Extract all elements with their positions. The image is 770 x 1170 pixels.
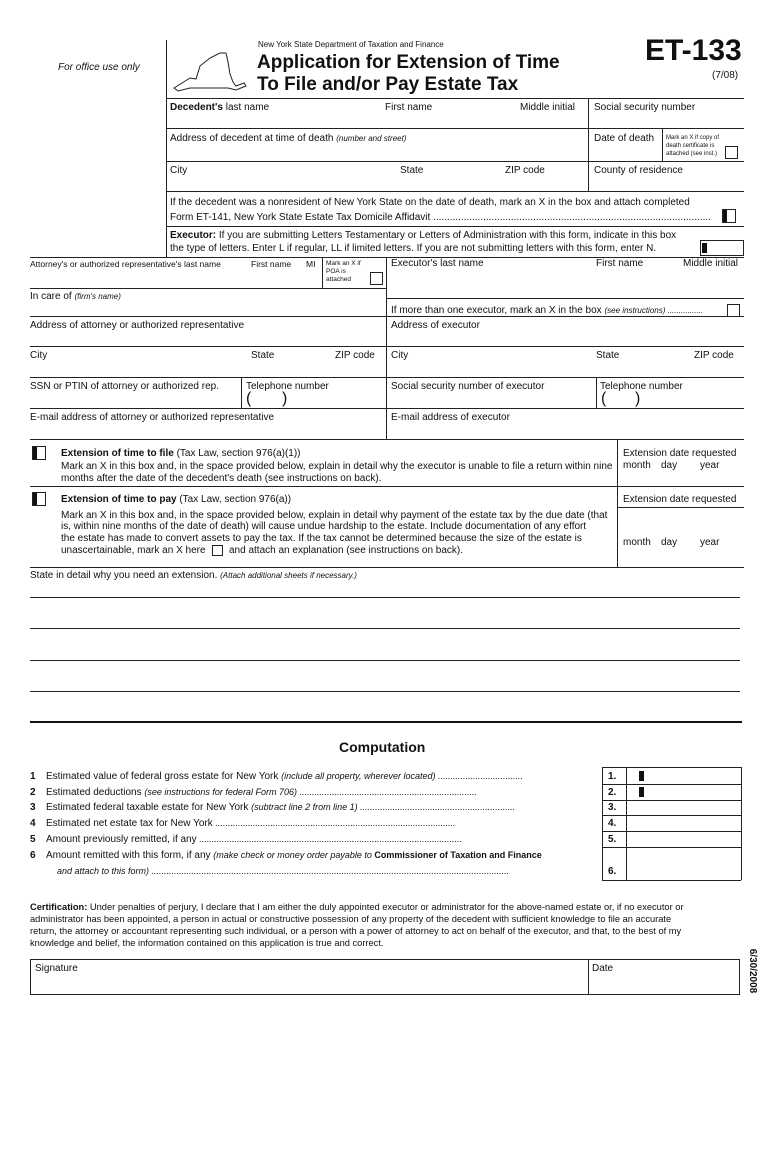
death-cert-checkbox[interactable]	[725, 146, 738, 159]
nonresident-text-line2: Form ET-141, New York State Estate Tax Domicile Affidavit ....................................................................................................	[170, 212, 711, 223]
computation-line-2	[30, 787, 600, 798]
signature-box	[30, 959, 740, 995]
computation-amount-field-6[interactable]	[627, 864, 740, 878]
attorney-email-label: E-mail address of attorney or authorized representative	[30, 412, 275, 423]
computation-amount-field-3[interactable]	[627, 800, 740, 814]
header-divider	[166, 40, 167, 98]
extension-to-file-title: Extension of time to file (Tax Law, section 976(a)(1))	[61, 448, 301, 459]
computation-line-6-continuation: and attach to this form) ...............................................................................................................................................	[57, 866, 510, 876]
executor-phone-close-paren: )	[635, 390, 641, 407]
executor-address-label: Address of executor	[391, 320, 480, 331]
death-cert-note: Mark an X if copy of death certificate is attached (see inst.)	[666, 135, 720, 157]
attorney-last-name-label: Attorney's or authorized representative's last name	[30, 259, 221, 269]
computation-line-text: Estimated deductions	[46, 787, 145, 798]
reason-label: State in detail why you need an extension. (Attach additional sheets if necessary.)	[30, 570, 357, 581]
computation-line-text: Amount remitted with this form, if any	[46, 850, 214, 861]
attorney-state-label: State	[251, 350, 275, 361]
office-use-label: For office use only	[58, 62, 140, 73]
computation-line-hint: (see instructions for federal Form 706) .......................................................................	[144, 787, 477, 797]
executor-first-name-label: First name	[596, 258, 644, 269]
certification-line1: Certification: Under penalties of perjury, I declare that I am either the duly appointed executor or administrator for the above-named estate or, if no executor or	[30, 902, 684, 912]
computation-line-3	[30, 802, 600, 813]
form-number: ET-133	[645, 34, 742, 67]
new-york-state-icon	[170, 48, 248, 96]
certification-line4: knowledge and belief, the information contained on this application is true and correct.	[30, 938, 384, 948]
executor-last-name-label: Executor's last name	[391, 258, 484, 269]
poa-checkbox[interactable]	[370, 272, 383, 285]
attorney-city-label: City	[30, 350, 48, 361]
executor-city-label: City	[391, 350, 409, 361]
extension-to-pay-line3: the estate has made to convert assets to pay the tax. If the tax cannot be determined because the size of the estate is	[61, 533, 582, 544]
nonresident-text-line1: If the decedent was a nonresident of New York State on the date of death, mark an X in the box and attach completed	[170, 197, 690, 208]
computation-line-text: Amount previously remitted, if any	[46, 834, 200, 845]
form-title-line2: To File and/or Pay Estate Tax	[257, 74, 519, 95]
computation-line-number: 6	[30, 850, 36, 861]
more-than-one-executor-label: If more than one executor, mark an X in the box (see instructions) ................	[391, 305, 704, 316]
decedent-last-name-label: Decedent's last name	[170, 102, 270, 113]
field-marker	[639, 771, 644, 781]
decedent-city-label: City	[170, 165, 188, 176]
nonresident-checkbox[interactable]	[722, 209, 736, 223]
computation-amount-field-2[interactable]	[627, 785, 740, 799]
computation-amount-field-4[interactable]	[627, 816, 740, 830]
executor-phone-open-paren: (	[601, 390, 607, 407]
computation-line-text: Estimated value of federal gross estate for New York	[46, 771, 282, 782]
reason-line-2[interactable]	[30, 628, 740, 629]
extension-to-pay-line1: Mark an X in this box and, in the space provided below, explain in detail why payment of the estate tax by the due date (that	[61, 510, 608, 521]
unascertainable-checkbox[interactable]	[212, 545, 223, 556]
certification-line2: administrator has been appointed, a person in actual or constructive possession of any property of the decedent with sufficient knowledge to file an accurate	[30, 914, 672, 924]
signature-label: Signature	[35, 963, 78, 974]
letters-type-box[interactable]	[700, 240, 744, 256]
file-date-requested-label: Extension date requested	[623, 448, 737, 459]
attorney-mi-label: MI	[306, 259, 316, 269]
extension-to-file-line1: Mark an X in this box and, in the space provided below, explain in detail why the executor is unable to file a return within nine	[61, 461, 613, 472]
decedent-address-label: Address of decedent at time of death (number and street)	[170, 133, 407, 144]
attorney-phone-close-paren: )	[282, 390, 288, 407]
pay-date-requested-label: Extension date requested	[623, 494, 737, 505]
attorney-phone-open-paren: (	[246, 390, 252, 407]
department-name: New York State Department of Taxation and Finance	[258, 40, 444, 49]
field-marker	[639, 787, 644, 797]
extension-to-pay-line4b: and attach an explanation (see instructions on back).	[229, 545, 464, 556]
executor-ssn-label: Social security number of executor	[391, 381, 545, 392]
extension-to-file-checkbox[interactable]	[32, 446, 46, 460]
computation-line-hint: .........................................................................................................	[199, 834, 462, 844]
computation-line-hint-bold: Commissioner of Taxation and Finance	[371, 850, 542, 860]
attorney-zip-label: ZIP code	[335, 350, 375, 361]
computation-box-label-5: 5.	[608, 834, 617, 845]
computation-amount-field-5[interactable]	[627, 832, 740, 846]
pay-month-label: month	[623, 537, 651, 548]
decedent-state-label: State	[400, 165, 424, 176]
computation-line-text: Estimated net estate tax for New York	[46, 818, 216, 829]
decedent-first-name-label: First name	[385, 102, 433, 113]
computation-box-label-6: 6.	[608, 866, 617, 877]
computation-line-number: 2	[30, 787, 36, 798]
executor-letters-line1: Executor: If you are submitting Letters Testamentary or Letters of Administration with this form, indicate in this box	[170, 230, 677, 241]
certification-line3: return, the attorney or accountant representing such individual, or a person with a power of attorney to act on behalf of the executor, and that, to the best of my	[30, 926, 682, 936]
computation-row-divider	[602, 847, 741, 848]
extension-to-pay-line2: is, within nine months of the date of death) will cause undue hardship to the estate. Include documentation of any effort	[61, 521, 587, 532]
date-of-death-label: Date of death	[594, 133, 655, 144]
form-revision: (7/08)	[712, 70, 739, 81]
executor-email-label: E-mail address of executor	[391, 412, 510, 423]
computation-line-hint: (include all property, wherever located) ..................................	[281, 771, 524, 781]
file-year-label: year	[700, 460, 720, 471]
attorney-ssn-label: SSN or PTIN of attorney or authorized rep.	[30, 381, 219, 392]
attorney-first-name-label: First name	[251, 259, 292, 269]
computation-amount-field-1[interactable]	[627, 769, 740, 783]
file-day-label: day	[661, 460, 678, 471]
reason-line-3[interactable]	[30, 660, 740, 661]
county-of-residence-label: County of residence	[594, 165, 683, 176]
computation-box-label-1: 1.	[608, 771, 617, 782]
computation-line-1	[30, 771, 600, 782]
decedent-ssn-label: Social security number	[594, 102, 696, 113]
executor-state-label: State	[596, 350, 620, 361]
in-care-of-label: In care of (firm's name)	[30, 291, 121, 302]
computation-line-number: 3	[30, 802, 36, 813]
computation-line-6	[30, 850, 600, 861]
computation-line-number: 1	[30, 771, 36, 782]
pay-day-label: day	[661, 537, 678, 548]
attorney-address-label: Address of attorney or authorized representative	[30, 320, 245, 331]
computation-box-label-3: 3.	[608, 802, 617, 813]
reason-line-1[interactable]	[30, 597, 740, 598]
computation-line-hint: (subtract line 2 from line 1) ..............................................................	[251, 802, 516, 812]
executor-letters-line2: the type of letters. Enter L if regular, LL if limited letters. If you are not submitting letters with this form, enter N.	[170, 243, 657, 254]
computation-line-hint: (make check or money order payable to	[213, 850, 372, 860]
side-date-stamp: 6/30/2008	[747, 948, 758, 994]
executor-zip-label: ZIP code	[694, 350, 734, 361]
date-label: Date	[592, 963, 614, 974]
extension-to-pay-checkbox[interactable]	[32, 492, 46, 506]
computation-line-5	[30, 834, 600, 845]
form-title-line1: Application for Extension of Time	[257, 52, 560, 73]
extension-to-pay-line4: unascertainable, mark an X here	[61, 545, 206, 556]
computation-line-text: Estimated federal taxable estate for New York	[46, 802, 252, 813]
computation-title: Computation	[339, 739, 426, 755]
decedent-zip-label: ZIP code	[505, 165, 545, 176]
attorney-phone-label: Telephone number	[246, 381, 329, 392]
computation-line-hint: ................................................................................................	[215, 818, 456, 828]
poa-note: Mark an X if POA is attached	[326, 260, 361, 283]
decedent-middle-initial-label: Middle initial	[520, 102, 576, 113]
computation-line-number: 5	[30, 834, 36, 845]
computation-line-4	[30, 818, 600, 829]
file-month-label: month	[623, 460, 651, 471]
reason-line-4[interactable]	[30, 691, 740, 692]
pay-year-label: year	[700, 537, 720, 548]
executor-middle-initial-label: Middle initial	[683, 258, 739, 269]
computation-line-number: 4	[30, 818, 36, 829]
computation-box-label-2: 2.	[608, 787, 617, 798]
executor-phone-label: Telephone number	[600, 381, 683, 392]
computation-box-label-4: 4.	[608, 818, 617, 829]
extension-to-pay-title: Extension of time to pay (Tax Law, section 976(a))	[61, 494, 292, 505]
extension-to-file-line2: months after the date of the decedent's death (see instructions on back).	[61, 473, 382, 484]
